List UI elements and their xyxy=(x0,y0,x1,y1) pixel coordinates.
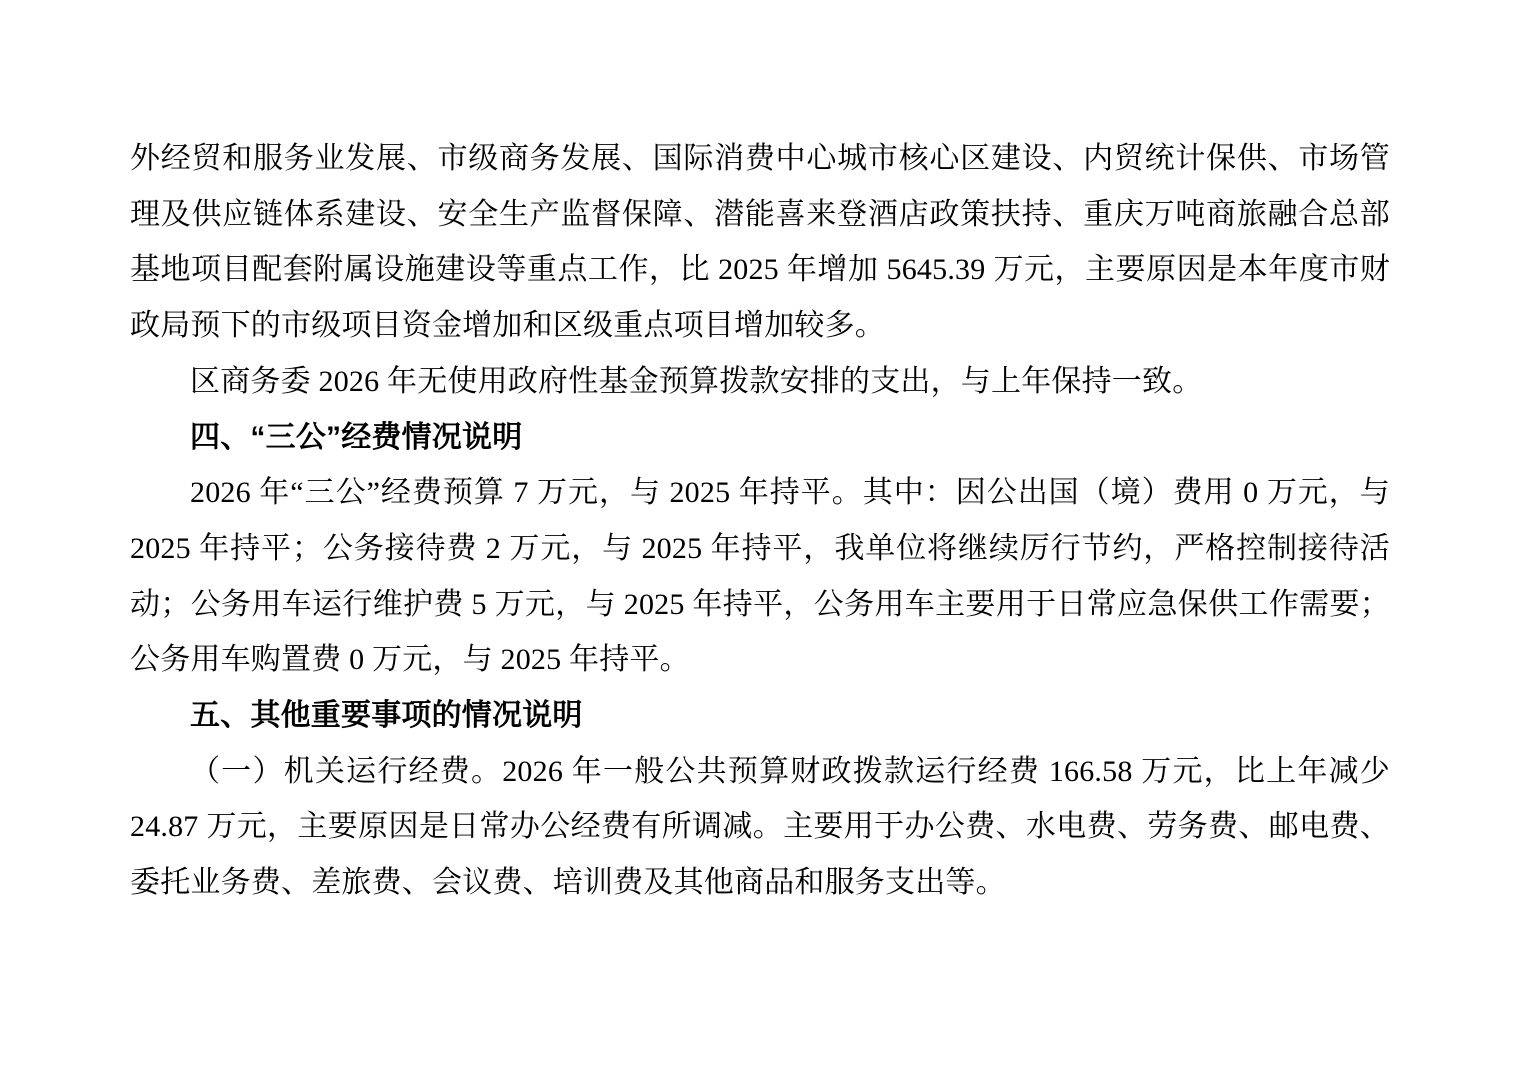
paragraph-agency-operating-expenses: （一）机关运行经费。2026 年一般公共预算财政拨款运行经费 166.58 万元，比上年减少 24.87 万元，主要原因是日常办公经费有所调减。主要用于办公费、水电费、劳务费、邮电费、委托业务费、差旅费、会议费、培训费及其他商品和服务支出等。 xyxy=(130,754,1390,900)
heading-section-5-other-important-matters: 五、其他重要事项的情况说明 xyxy=(190,699,583,733)
paragraph-foreign-trade-projects: 外经贸和服务业发展、市级商务发展、国际消费中心城市核心区建设、内贸统计保供、市场管理及供应链体系建设、安全生产监督保障、潜能喜来登酒店政策扶持、重庆万吨商旅融合总部基地项目配套附属设施建设等重点工作，比 2025 年增加 5645.39 万元，主要原因是本年度市财政局预下的市级项目资金增加和区级重点项目增加较多。 xyxy=(130,142,1390,343)
document-body xyxy=(130,131,1390,911)
paragraph-three-public-expenses-detail: 2026 年“三公”经费预算 7 万元，与 2025 年持平。其中：因公出国（境）费用 0 万元，与 2025 年持平；公务接待费 2 万元，与 2025 年持平，我单位将继续厉行节约，严格控制接待活动；公务用车运行维护费 5 万元，与 2025 年持平，公务用车主要用于日常应急保供工作需要；公务用车购置费 0 万元，与 2025 年持平。 xyxy=(130,476,1390,677)
paragraph-government-fund-budget: 区商务委 2026 年无使用政府性基金预算拨款安排的支出，与上年保持一致。 xyxy=(190,364,1203,398)
heading-section-4-three-public-expenses: 四、“三公”经费情况说明 xyxy=(190,420,523,454)
